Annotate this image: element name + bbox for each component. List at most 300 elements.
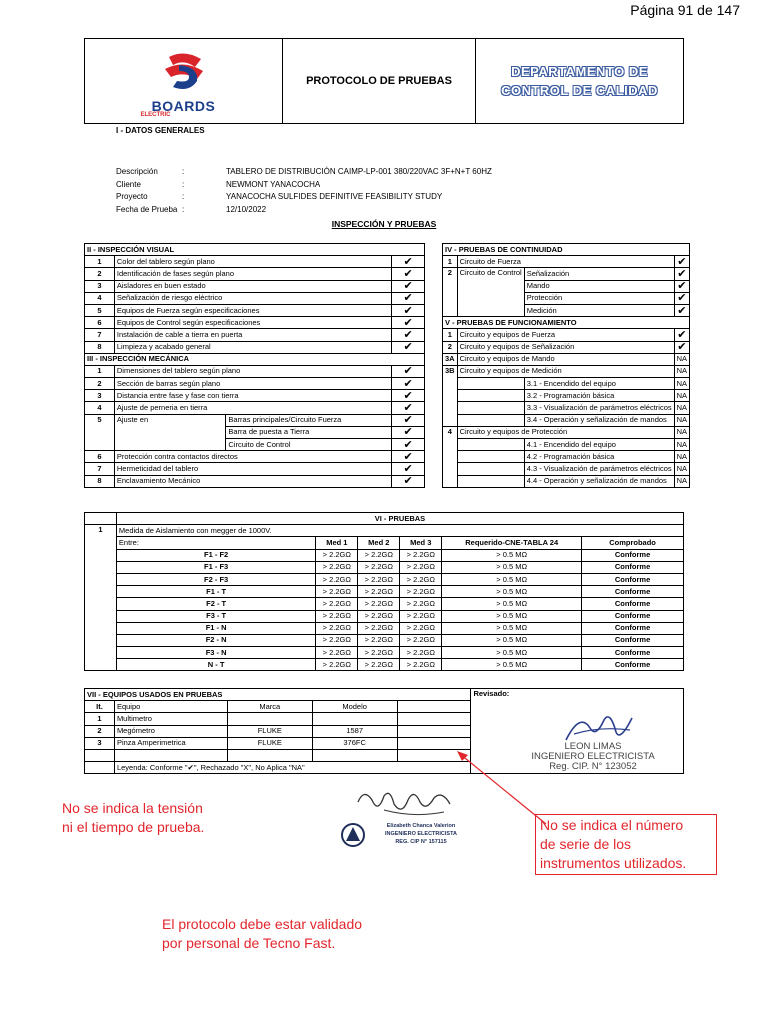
visual-row bbox=[85, 256, 425, 268]
item-number: 4 bbox=[85, 292, 115, 304]
measurement-value: > 2.2GΩ bbox=[400, 610, 442, 622]
tests-table bbox=[84, 512, 684, 671]
item-number: 4 bbox=[443, 426, 458, 487]
result-value: NA bbox=[674, 475, 689, 487]
measurement-value: > 2.2GΩ bbox=[358, 598, 400, 610]
department-line-2: CONTROL DE CALIDAD bbox=[501, 83, 658, 98]
sub-item-text: Mando bbox=[524, 280, 674, 292]
note-voltage-line-2: ni el tiempo de prueba. bbox=[62, 819, 205, 835]
measurement-value: > 0.5 MΩ bbox=[442, 598, 582, 610]
item-number: 4 bbox=[85, 402, 115, 414]
reviewer-title: INGENIERO ELECTRICISTA bbox=[531, 751, 655, 762]
general-value: NEWMONT YANACOCHA bbox=[226, 179, 321, 189]
column-header: Marca bbox=[227, 701, 312, 713]
phase-pair: F1 - T bbox=[116, 586, 315, 598]
note-serial-line-3: instrumentos utilizados. bbox=[540, 855, 687, 871]
item-text: Equipos de Fuerza según especificaciones bbox=[114, 304, 391, 316]
measurement-value: > 2.2GΩ bbox=[316, 622, 358, 634]
note-validation-line-1: El protocolo debe estar validado bbox=[162, 916, 363, 932]
logo-cell bbox=[85, 39, 283, 124]
item-number: 2 bbox=[443, 341, 458, 353]
measurement-value: > 2.2GΩ bbox=[358, 573, 400, 585]
tests-header-row bbox=[85, 513, 684, 525]
section-title: III - INSPECCIÓN MECÁNICA bbox=[85, 353, 425, 365]
check-icon: ✔ bbox=[392, 451, 425, 463]
item-text: Circuito y equipos de Protección bbox=[457, 426, 674, 438]
item-number: 3 bbox=[85, 390, 115, 402]
item-number: 8 bbox=[85, 341, 115, 353]
equipment-brand bbox=[227, 713, 312, 725]
item-number: 7 bbox=[85, 463, 115, 475]
reviewer-name: LEON LIMAS bbox=[564, 741, 622, 752]
check-icon: ✔ bbox=[674, 256, 689, 268]
tests-title: VI - PRUEBAS bbox=[116, 513, 683, 525]
item-text: Color del tablero según plano bbox=[114, 256, 391, 268]
logo-subtext: ELECTRIC bbox=[140, 112, 171, 118]
item-text: Circuito y equipos de Señalización bbox=[457, 341, 674, 353]
item-number: 1 bbox=[443, 256, 458, 268]
measurement-value: > 2.2GΩ bbox=[358, 622, 400, 634]
test-row bbox=[85, 634, 684, 646]
blank-cell bbox=[227, 749, 312, 761]
note-serial bbox=[535, 814, 717, 875]
sub-item-text: Barra de puesta a Tierra bbox=[226, 426, 392, 438]
function-sub-row bbox=[443, 439, 690, 451]
blank-cell bbox=[397, 725, 471, 737]
boards-logo bbox=[139, 51, 229, 118]
measurement-value: > 2.2GΩ bbox=[400, 573, 442, 585]
item-number: 6 bbox=[85, 451, 115, 463]
item-text: Circuito y equipos de Fuerza bbox=[457, 329, 674, 341]
visual-row bbox=[85, 329, 425, 341]
equipment-title: VII - EQUIPOS USADOS EN PRUEBAS bbox=[85, 689, 471, 701]
item-text: Aisladores en buen estado bbox=[114, 280, 391, 292]
phase-pair: F1 - N bbox=[116, 622, 315, 634]
column-header: Equipo bbox=[114, 701, 227, 713]
measurement-value: > 0.5 MΩ bbox=[442, 647, 582, 659]
measurement-value: > 2.2GΩ bbox=[400, 647, 442, 659]
item-number: 3B bbox=[443, 365, 458, 426]
legend-text: Leyenda: Conforme "✔", Rechazado "X", No Aplica "NA" bbox=[114, 762, 471, 774]
general-value: TABLERO DE DISTRIBUCIÓN CAIMP-LP-001 380/220VAC 3F+N+T 60HZ bbox=[226, 167, 492, 176]
item-number: 1 bbox=[85, 365, 115, 377]
check-icon: ✔ bbox=[674, 280, 689, 292]
general-separator: : bbox=[182, 204, 185, 214]
measurement-value: > 2.2GΩ bbox=[316, 549, 358, 561]
general-separator: : bbox=[182, 192, 185, 201]
check-icon: ✔ bbox=[392, 414, 425, 426]
tests-description: Medida de Aislamiento con megger de 1000V. bbox=[116, 525, 683, 537]
section-title: IV - PRUEBAS DE CONTINUIDAD bbox=[443, 244, 690, 256]
tests-columns-row bbox=[85, 537, 684, 549]
section-title: II - INSPECCIÓN VISUAL bbox=[85, 244, 425, 256]
measurement-value: > 0.5 MΩ bbox=[442, 561, 582, 573]
check-icon: ✔ bbox=[392, 378, 425, 390]
measurement-value: > 2.2GΩ bbox=[316, 610, 358, 622]
item-text: Circuito y equipos de Medición bbox=[457, 365, 674, 377]
item-number: 1 bbox=[85, 525, 117, 671]
blank-cell bbox=[457, 402, 524, 414]
function-sub-row bbox=[443, 390, 690, 402]
result-value: Conforme bbox=[582, 598, 684, 610]
measurement-value: > 0.5 MΩ bbox=[442, 659, 582, 671]
equipment-brand: FLUKE bbox=[227, 737, 312, 749]
general-label: Proyecto bbox=[116, 192, 148, 201]
sub-item-text: Medición bbox=[524, 304, 674, 316]
measurement-value: > 2.2GΩ bbox=[400, 659, 442, 671]
general-label: Fecha de Prueba bbox=[116, 204, 178, 214]
visual-row bbox=[85, 292, 425, 304]
item-number: 5 bbox=[85, 304, 115, 316]
continuity-sub-row bbox=[443, 268, 690, 280]
function-row bbox=[443, 329, 690, 341]
item-number: 3 bbox=[85, 280, 115, 292]
function-sub-row bbox=[443, 451, 690, 463]
function-row bbox=[443, 426, 690, 438]
equipment-name: Megómetro bbox=[114, 725, 227, 737]
tests-description-row bbox=[85, 525, 684, 537]
measurement-value: > 2.2GΩ bbox=[316, 634, 358, 646]
logo-text: BOARDS bbox=[151, 98, 216, 114]
general-row bbox=[116, 179, 492, 192]
measurement-value: > 2.2GΩ bbox=[316, 598, 358, 610]
item-text: Señalización de riesgo eléctrico bbox=[114, 292, 391, 304]
sub-item-text: Protección bbox=[524, 292, 674, 304]
item-text: Distancia entre fase y fase con tierra bbox=[114, 390, 391, 402]
general-row bbox=[116, 191, 492, 204]
note-validation bbox=[162, 915, 362, 953]
measurement-value: > 2.2GΩ bbox=[316, 573, 358, 585]
item-text: Identificación de fases según plano bbox=[114, 268, 391, 280]
item-text: Ajuste de perneria en tierra bbox=[114, 402, 391, 414]
document-header bbox=[84, 38, 684, 124]
tester-stamp bbox=[340, 786, 470, 852]
item-text: Protección contra contactos directos bbox=[114, 451, 391, 463]
result-value: Conforme bbox=[582, 573, 684, 585]
function-sub-row bbox=[443, 378, 690, 390]
visual-inspection-header bbox=[85, 244, 425, 256]
check-icon: ✔ bbox=[392, 439, 425, 451]
item-text: Hermeticidad del tablero bbox=[114, 463, 391, 475]
equipment-name: Multimetro bbox=[114, 713, 227, 725]
item-text: Enclavamiento Mecánico bbox=[114, 475, 391, 487]
department-cell bbox=[476, 39, 684, 124]
general-label: Cliente bbox=[116, 179, 141, 189]
mech-row bbox=[85, 378, 425, 390]
sub-item-text: Circuito de Control bbox=[226, 439, 392, 451]
blank-cell bbox=[85, 762, 115, 774]
inspection-right-table bbox=[442, 243, 690, 488]
check-icon: ✔ bbox=[392, 292, 425, 304]
check-icon: ✔ bbox=[674, 268, 689, 280]
item-text: Circuito de Control bbox=[457, 268, 524, 317]
sub-item-text: 4.4 - Operación y señalización de mandos bbox=[524, 475, 674, 487]
result-value: Conforme bbox=[582, 561, 684, 573]
check-icon: ✔ bbox=[392, 341, 425, 353]
phase-pair: F3 - N bbox=[116, 647, 315, 659]
column-header: Requerido-CNE-TABLA 24 bbox=[442, 537, 582, 549]
visual-row bbox=[85, 268, 425, 280]
tester-name: Elizabeth Chanca Valerion bbox=[386, 823, 456, 829]
mech-row bbox=[85, 463, 425, 475]
phase-pair: F1 - F3 bbox=[116, 561, 315, 573]
visual-row bbox=[85, 280, 425, 292]
result-value: Conforme bbox=[582, 549, 684, 561]
general-data bbox=[116, 166, 492, 216]
check-icon: ✔ bbox=[392, 268, 425, 280]
measurement-value: > 2.2GΩ bbox=[400, 634, 442, 646]
result-value: NA bbox=[674, 390, 689, 402]
measurement-value: > 2.2GΩ bbox=[316, 586, 358, 598]
item-number: 3A bbox=[443, 353, 458, 365]
reviewer-cip: Reg. CIP. N° 123052 bbox=[549, 761, 637, 772]
item-text: Ajuste en bbox=[114, 414, 226, 451]
general-separator: : bbox=[182, 179, 185, 189]
tester-cip: REG. CIP N° 157115 bbox=[395, 839, 447, 845]
inspection-title: INSPECCIÓN Y PRUEBAS bbox=[331, 219, 437, 229]
result-value: NA bbox=[674, 353, 689, 365]
item-number: 2 bbox=[443, 268, 458, 317]
check-icon: ✔ bbox=[392, 402, 425, 414]
phase-pair: F3 - T bbox=[116, 610, 315, 622]
measurement-value: > 2.2GΩ bbox=[358, 634, 400, 646]
sub-item-text: Barras principales/Circuito Fuerza bbox=[226, 414, 392, 426]
phase-pair: F2 - T bbox=[116, 598, 315, 610]
blank-cell bbox=[397, 713, 471, 725]
general-section-title: I - DATOS GENERALES bbox=[116, 126, 205, 135]
check-icon: ✔ bbox=[674, 304, 689, 316]
item-text: Circuito de Fuerza bbox=[457, 256, 674, 268]
section-title: V - PRUEBAS DE FUNCIONAMIENTO bbox=[443, 317, 690, 329]
item-number: 2 bbox=[85, 725, 115, 737]
general-value: YANACOCHA SULFIDES DEFINITIVE FEASIBILITY STUDY bbox=[226, 192, 443, 201]
equipment-name: Pinza Amperimetrica bbox=[114, 737, 227, 749]
test-row bbox=[85, 586, 684, 598]
item-number: 5 bbox=[85, 414, 115, 451]
measurement-value: > 2.2GΩ bbox=[400, 549, 442, 561]
column-header: It. bbox=[85, 701, 115, 713]
phase-pair: F1 - F2 bbox=[116, 549, 315, 561]
equipment-model: 1587 bbox=[312, 725, 397, 737]
measurement-value: > 2.2GΩ bbox=[400, 622, 442, 634]
blank-cell bbox=[457, 475, 524, 487]
item-number: 3 bbox=[85, 737, 115, 749]
page-number: Página 91 de 147 bbox=[630, 2, 740, 18]
result-value: Conforme bbox=[582, 622, 684, 634]
measurement-value: > 2.2GΩ bbox=[400, 561, 442, 573]
function-sub-row bbox=[443, 475, 690, 487]
check-icon: ✔ bbox=[392, 280, 425, 292]
note-serial-line-1: No se indica el número bbox=[540, 817, 684, 833]
tester-seal-icon bbox=[340, 822, 366, 848]
blank-cell bbox=[397, 701, 471, 713]
result-value: NA bbox=[674, 439, 689, 451]
item-number: 2 bbox=[85, 378, 115, 390]
arrow-line bbox=[460, 754, 546, 824]
sub-item-text: 3.1 - Encendido del equipo bbox=[524, 378, 674, 390]
general-label: Descripción bbox=[116, 167, 158, 176]
note-voltage bbox=[62, 799, 204, 837]
function-row bbox=[443, 341, 690, 353]
measurement-value: > 2.2GΩ bbox=[358, 647, 400, 659]
protocol-title: PROTOCOLO DE PRUEBAS bbox=[283, 39, 476, 124]
tester-signature-icon bbox=[354, 786, 464, 822]
measurement-value: > 0.5 MΩ bbox=[442, 549, 582, 561]
result-value: NA bbox=[674, 365, 689, 377]
check-icon: ✔ bbox=[392, 329, 425, 341]
column-header: Med 3 bbox=[400, 537, 442, 549]
test-row bbox=[85, 659, 684, 671]
measurement-value: > 2.2GΩ bbox=[316, 561, 358, 573]
measurement-value: > 2.2GΩ bbox=[358, 659, 400, 671]
note-validation-line-2: por personal de Tecno Fast. bbox=[162, 935, 336, 951]
item-number: 8 bbox=[85, 475, 115, 487]
measurement-value: > 0.5 MΩ bbox=[442, 586, 582, 598]
function-row bbox=[443, 353, 690, 365]
check-icon: ✔ bbox=[392, 390, 425, 402]
general-value: 12/10/2022 bbox=[226, 204, 267, 214]
measurement-value: > 2.2GΩ bbox=[400, 586, 442, 598]
test-row bbox=[85, 561, 684, 573]
mech-row bbox=[85, 365, 425, 377]
measurement-value: > 2.2GΩ bbox=[358, 561, 400, 573]
result-value: NA bbox=[674, 414, 689, 426]
measurement-value: > 2.2GΩ bbox=[316, 659, 358, 671]
ajuste-row bbox=[85, 414, 425, 426]
check-icon: ✔ bbox=[392, 475, 425, 487]
visual-row bbox=[85, 304, 425, 316]
general-row bbox=[116, 166, 492, 179]
measurement-value: > 2.2GΩ bbox=[400, 598, 442, 610]
mech-row bbox=[85, 402, 425, 414]
equipment-header-row bbox=[85, 689, 684, 701]
test-row bbox=[85, 573, 684, 585]
item-text: Limpieza y acabado general bbox=[114, 341, 391, 353]
function-sub-row bbox=[443, 463, 690, 475]
blank-cell bbox=[457, 390, 524, 402]
item-number: 2 bbox=[85, 268, 115, 280]
phase-pair: N - T bbox=[116, 659, 315, 671]
general-separator: : bbox=[182, 167, 185, 176]
sub-item-text: 4.2 - Programación básica bbox=[524, 451, 674, 463]
visual-row bbox=[85, 341, 425, 353]
measurement-value: > 0.5 MΩ bbox=[442, 622, 582, 634]
item-text: Equipos de Control según especificaciones bbox=[114, 317, 391, 329]
result-value: NA bbox=[674, 451, 689, 463]
equipment-model bbox=[312, 713, 397, 725]
sub-item-text: 3.2 - Programación básica bbox=[524, 390, 674, 402]
sub-item-text: Señalización bbox=[524, 268, 674, 280]
blank-cell bbox=[457, 451, 524, 463]
blank-cell bbox=[457, 414, 524, 426]
blank-cell bbox=[85, 749, 115, 761]
mech-row bbox=[85, 451, 425, 463]
item-number: 1 bbox=[85, 256, 115, 268]
function-row bbox=[443, 365, 690, 377]
logo-icon bbox=[139, 51, 229, 95]
result-value: Conforme bbox=[582, 586, 684, 598]
test-row bbox=[85, 549, 684, 561]
visual-row bbox=[85, 317, 425, 329]
result-value: Conforme bbox=[582, 647, 684, 659]
result-value: ✔ bbox=[674, 329, 689, 341]
test-row bbox=[85, 622, 684, 634]
sub-item-text: 4.3 - Visualización de parámetros eléctricos bbox=[524, 463, 674, 475]
item-text: Circuito y equipos de Mando bbox=[457, 353, 674, 365]
result-value: Conforme bbox=[582, 659, 684, 671]
function-header bbox=[443, 317, 690, 329]
item-text: Instalación de cable a tierra en puerta bbox=[114, 329, 391, 341]
item-text: Sección de barras según plano bbox=[114, 378, 391, 390]
phase-pair: F2 - F3 bbox=[116, 573, 315, 585]
measurement-value: > 2.2GΩ bbox=[358, 586, 400, 598]
phase-pair: F2 - N bbox=[116, 634, 315, 646]
check-icon: ✔ bbox=[392, 463, 425, 475]
check-icon: ✔ bbox=[392, 365, 425, 377]
result-value: NA bbox=[674, 426, 689, 438]
blank-cell bbox=[85, 513, 117, 525]
equipment-model: 376FC bbox=[312, 737, 397, 749]
check-icon: ✔ bbox=[392, 256, 425, 268]
blank-cell bbox=[312, 749, 397, 761]
continuity-row bbox=[443, 256, 690, 268]
blank-cell bbox=[457, 378, 524, 390]
measurement-value: > 0.5 MΩ bbox=[442, 634, 582, 646]
item-number: 1 bbox=[443, 329, 458, 341]
result-value: Conforme bbox=[582, 610, 684, 622]
item-number: 7 bbox=[85, 329, 115, 341]
sub-item-text: 3.4 - Operación y señalización de mandos bbox=[524, 414, 674, 426]
column-header: Modelo bbox=[312, 701, 397, 713]
blank-cell bbox=[457, 463, 524, 475]
revisado-label: Revisado: bbox=[471, 689, 684, 774]
check-icon: ✔ bbox=[674, 292, 689, 304]
column-header: Med 1 bbox=[316, 537, 358, 549]
result-value: Conforme bbox=[582, 634, 684, 646]
item-number: 1 bbox=[85, 713, 115, 725]
item-number: 6 bbox=[85, 317, 115, 329]
measurement-value: > 0.5 MΩ bbox=[442, 610, 582, 622]
measurement-value: > 0.5 MΩ bbox=[442, 573, 582, 585]
continuity-header bbox=[443, 244, 690, 256]
function-sub-row bbox=[443, 414, 690, 426]
check-icon: ✔ bbox=[392, 317, 425, 329]
sub-item-text: 4.1 - Encendido del equipo bbox=[524, 439, 674, 451]
check-icon: ✔ bbox=[392, 304, 425, 316]
column-header: Comprobado bbox=[582, 537, 684, 549]
general-row bbox=[116, 204, 492, 217]
test-row bbox=[85, 610, 684, 622]
blank-cell bbox=[457, 439, 524, 451]
note-voltage-line-1: No se indica la tensión bbox=[62, 800, 203, 816]
function-sub-row bbox=[443, 402, 690, 414]
entre-label: Entre: bbox=[116, 537, 315, 549]
check-icon: ✔ bbox=[392, 426, 425, 438]
department-line-1: DEPARTAMENTO DE bbox=[511, 64, 648, 79]
mechanical-inspection-header bbox=[85, 353, 425, 365]
measurement-value: > 2.2GΩ bbox=[358, 549, 400, 561]
result-value: NA bbox=[674, 378, 689, 390]
result-value: ✔ bbox=[674, 341, 689, 353]
note-serial-line-2: de serie de los bbox=[540, 836, 632, 852]
mech-row bbox=[85, 475, 425, 487]
tester-title: INGENIERO ELECTRICISTA bbox=[384, 831, 457, 837]
measurement-value: > 2.2GΩ bbox=[316, 647, 358, 659]
column-header: Med 2 bbox=[358, 537, 400, 549]
test-row bbox=[85, 598, 684, 610]
mech-row bbox=[85, 390, 425, 402]
equipment-brand: FLUKE bbox=[227, 725, 312, 737]
